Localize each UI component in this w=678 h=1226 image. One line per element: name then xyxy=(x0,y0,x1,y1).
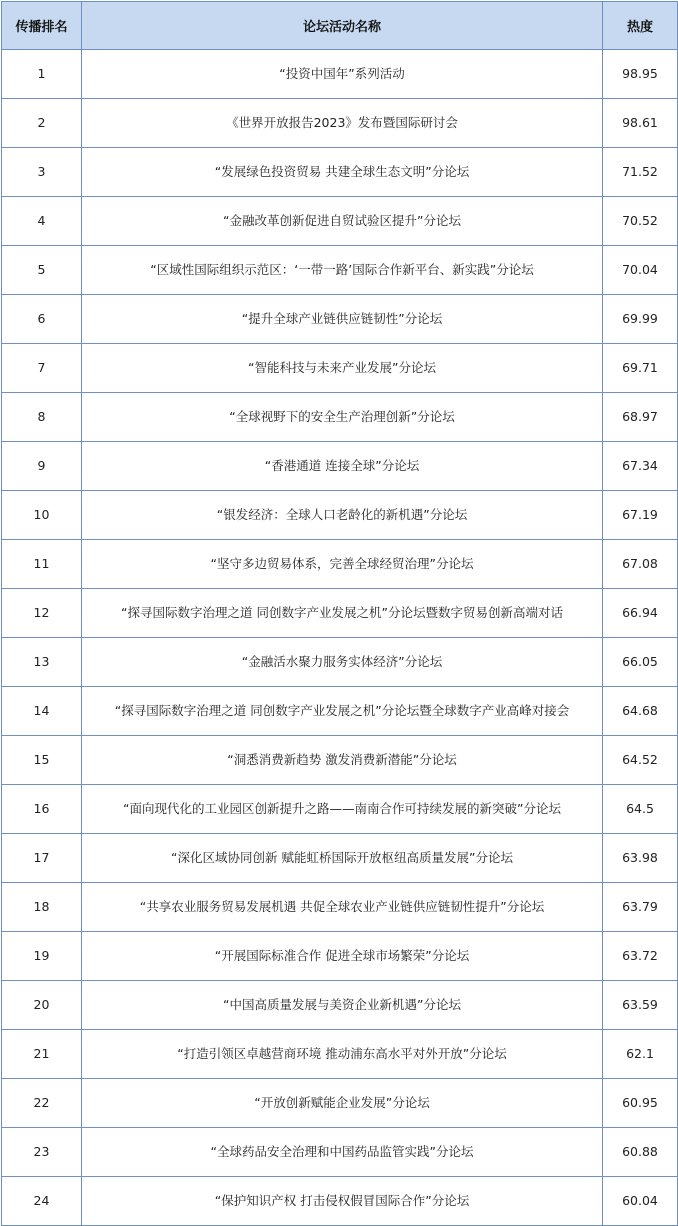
heat-cell: 67.34 xyxy=(603,442,678,491)
heat-cell: 60.88 xyxy=(603,1128,678,1177)
name-cell: “金融改革创新促进自贸试验区提升”分论坛 xyxy=(82,197,603,246)
heat-cell: 67.19 xyxy=(603,491,678,540)
rank-cell: 7 xyxy=(2,344,82,393)
heat-cell: 67.08 xyxy=(603,540,678,589)
ranking-table xyxy=(1,1,678,1226)
rank-cell: 22 xyxy=(2,1079,82,1128)
name-cell: “智能科技与未来产业发展”分论坛 xyxy=(82,344,603,393)
heat-cell: 64.5 xyxy=(603,785,678,834)
rank-cell: 4 xyxy=(2,197,82,246)
heat-cell: 68.97 xyxy=(603,393,678,442)
table-row xyxy=(2,148,678,197)
table-row xyxy=(2,295,678,344)
name-cell: “共享农业服务贸易发展机遇 共促全球农业产业链供应链韧性提升”分论坛 xyxy=(82,883,603,932)
heat-cell: 71.52 xyxy=(603,148,678,197)
header-rank: 传播排名 xyxy=(2,2,82,50)
rank-cell: 5 xyxy=(2,246,82,295)
table-row xyxy=(2,344,678,393)
table-row xyxy=(2,932,678,981)
rank-cell: 10 xyxy=(2,491,82,540)
heat-cell: 98.95 xyxy=(603,50,678,99)
rank-cell: 1 xyxy=(2,50,82,99)
table-row xyxy=(2,491,678,540)
rank-cell: 6 xyxy=(2,295,82,344)
table-row xyxy=(2,687,678,736)
heat-cell: 69.71 xyxy=(603,344,678,393)
rank-cell: 18 xyxy=(2,883,82,932)
table-row xyxy=(2,540,678,589)
table-row xyxy=(2,246,678,295)
table-row xyxy=(2,1128,678,1177)
name-cell: “面向现代化的工业园区创新提升之路——南南合作可持续发展的新突破”分论坛 xyxy=(82,785,603,834)
table-row xyxy=(2,50,678,99)
name-cell: “区域性国际组织示范区：‘一带一路’国际合作新平台、新实践”分论坛 xyxy=(82,246,603,295)
heat-cell: 69.99 xyxy=(603,295,678,344)
table-row xyxy=(2,1079,678,1128)
table-row xyxy=(2,1030,678,1079)
heat-cell: 70.52 xyxy=(603,197,678,246)
table-body xyxy=(2,50,678,1226)
name-cell: “洞悉消费新趋势 激发消费新潜能”分论坛 xyxy=(82,736,603,785)
heat-cell: 64.52 xyxy=(603,736,678,785)
heat-cell: 60.95 xyxy=(603,1079,678,1128)
table-row xyxy=(2,981,678,1030)
heat-cell: 98.61 xyxy=(603,99,678,148)
table-row xyxy=(2,197,678,246)
header-name: 论坛活动名称 xyxy=(82,2,603,50)
rank-cell: 11 xyxy=(2,540,82,589)
name-cell: “中国高质量发展与美资企业新机遇”分论坛 xyxy=(82,981,603,1030)
table-row xyxy=(2,638,678,687)
rank-cell: 23 xyxy=(2,1128,82,1177)
table-row xyxy=(2,785,678,834)
table-row xyxy=(2,589,678,638)
rank-cell: 3 xyxy=(2,148,82,197)
name-cell: “提升全球产业链供应链韧性”分论坛 xyxy=(82,295,603,344)
heat-cell: 63.79 xyxy=(603,883,678,932)
rank-cell: 9 xyxy=(2,442,82,491)
heat-cell: 64.68 xyxy=(603,687,678,736)
heat-cell: 63.98 xyxy=(603,834,678,883)
rank-cell: 12 xyxy=(2,589,82,638)
rank-cell: 20 xyxy=(2,981,82,1030)
ranking-table-container xyxy=(1,1,677,1226)
rank-cell: 2 xyxy=(2,99,82,148)
rank-cell: 15 xyxy=(2,736,82,785)
rank-cell: 24 xyxy=(2,1177,82,1226)
name-cell: “开展国际标准合作 促进全球市场繁荣”分论坛 xyxy=(82,932,603,981)
name-cell: “全球视野下的安全生产治理创新”分论坛 xyxy=(82,393,603,442)
name-cell: “打造引领区卓越营商环境 推动浦东高水平对外开放”分论坛 xyxy=(82,1030,603,1079)
heat-cell: 70.04 xyxy=(603,246,678,295)
name-cell: “投资中国年”系列活动 xyxy=(82,50,603,99)
heat-cell: 63.59 xyxy=(603,981,678,1030)
name-cell: “探寻国际数字治理之道 同创数字产业发展之机”分论坛暨数字贸易创新高端对话 xyxy=(82,589,603,638)
rank-cell: 14 xyxy=(2,687,82,736)
rank-cell: 13 xyxy=(2,638,82,687)
name-cell: “香港通道 连接全球”分论坛 xyxy=(82,442,603,491)
table-row xyxy=(2,99,678,148)
heat-cell: 66.05 xyxy=(603,638,678,687)
rank-cell: 21 xyxy=(2,1030,82,1079)
heat-cell: 60.04 xyxy=(603,1177,678,1226)
name-cell: “探寻国际数字治理之道 同创数字产业发展之机”分论坛暨全球数字产业高峰对接会 xyxy=(82,687,603,736)
rank-cell: 16 xyxy=(2,785,82,834)
table-row xyxy=(2,1177,678,1226)
name-cell: “开放创新赋能企业发展”分论坛 xyxy=(82,1079,603,1128)
table-row xyxy=(2,393,678,442)
name-cell: “深化区域协同创新 赋能虹桥国际开放枢纽高质量发展”分论坛 xyxy=(82,834,603,883)
header-row xyxy=(2,2,678,50)
name-cell: “金融活水聚力服务实体经济”分论坛 xyxy=(82,638,603,687)
table-row xyxy=(2,736,678,785)
heat-cell: 66.94 xyxy=(603,589,678,638)
name-cell: “坚守多边贸易体系，完善全球经贸治理”分论坛 xyxy=(82,540,603,589)
heat-cell: 63.72 xyxy=(603,932,678,981)
table-row xyxy=(2,883,678,932)
table-row xyxy=(2,834,678,883)
name-cell: “银发经济：全球人口老龄化的新机遇”分论坛 xyxy=(82,491,603,540)
name-cell: “发展绿色投资贸易 共建全球生态文明”分论坛 xyxy=(82,148,603,197)
name-cell: 《世界开放报告2023》发布暨国际研讨会 xyxy=(82,99,603,148)
rank-cell: 8 xyxy=(2,393,82,442)
name-cell: “全球药品安全治理和中国药品监管实践”分论坛 xyxy=(82,1128,603,1177)
name-cell: “保护知识产权 打击侵权假冒国际合作”分论坛 xyxy=(82,1177,603,1226)
heat-cell: 62.1 xyxy=(603,1030,678,1079)
rank-cell: 19 xyxy=(2,932,82,981)
header-heat: 热度 xyxy=(603,2,678,50)
rank-cell: 17 xyxy=(2,834,82,883)
table-row xyxy=(2,442,678,491)
